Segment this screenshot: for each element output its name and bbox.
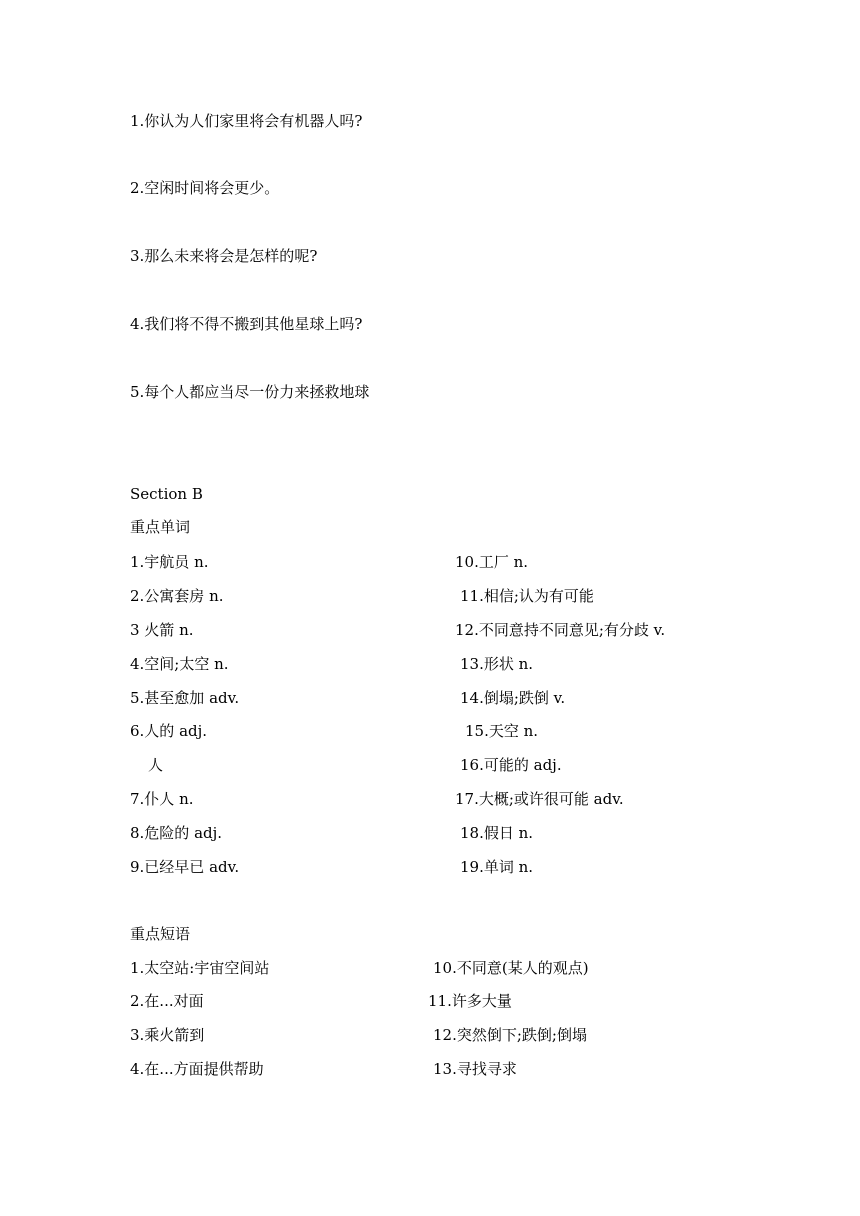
vocab-heading: 重点单词 <box>130 518 191 536</box>
vocab-right-item: 14.倒塌;跌倒 v. <box>460 689 566 707</box>
section-title: Section B <box>130 485 203 503</box>
vocab-left-item: 3 火箭 n. <box>130 621 194 639</box>
vocab-left-item: 5.甚至愈加 adv. <box>130 689 240 707</box>
vocab-right-item: 19.单词 n. <box>460 858 534 876</box>
vocab-right-item: 12.不同意持不同意见;有分歧 v. <box>455 621 666 639</box>
sentence-5: 5.每个人都应当尽一份力来拯救地球 <box>130 383 370 401</box>
phrase-left-item: 3.乘火箭到 <box>130 1026 205 1044</box>
sentence-2: 2.空闲时间将会更少。 <box>130 179 280 197</box>
phrase-right-item: 13.寻找寻求 <box>433 1060 517 1078</box>
vocab-left-item: 8.危险的 adj. <box>130 824 223 842</box>
vocab-right-item: 17.大概;或许很可能 adv. <box>455 790 624 808</box>
vocab-right-item: 18.假日 n. <box>460 824 534 842</box>
phrases-heading: 重点短语 <box>130 925 191 943</box>
phrase-left-item: 4.在...方面提供帮助 <box>130 1060 264 1078</box>
sentence-1: 1.你认为人们家里将会有机器人吗? <box>130 112 363 130</box>
vocab-right-item: 13.形状 n. <box>460 655 534 673</box>
phrase-right-item: 10.不同意(某人的观点) <box>433 959 589 977</box>
vocab-left-item: 9.已经早已 adv. <box>130 858 240 876</box>
vocab-left-item: 2.公寓套房 n. <box>130 587 224 605</box>
vocab-left-item: 4.空间;太空 n. <box>130 655 229 673</box>
sentence-3: 3.那么未来将会是怎样的呢? <box>130 247 318 265</box>
vocab-left-item: 7.仆人 n. <box>130 790 194 808</box>
vocab-left-item: 1.宇航员 n. <box>130 553 209 571</box>
vocab-right-item: 15.天空 n. <box>465 722 539 740</box>
phrase-right-item: 11.许多大量 <box>428 992 512 1010</box>
vocab-left-item: 人 <box>148 756 164 774</box>
vocab-left-item: 6.人的 adj. <box>130 722 208 740</box>
sentence-4: 4.我们将不得不搬到其他星球上吗? <box>130 315 363 333</box>
phrase-right-item: 12.突然倒下;跌倒;倒塌 <box>433 1026 587 1044</box>
vocab-right-item: 11.相信;认为有可能 <box>460 587 594 605</box>
phrase-left-item: 2.在...对面 <box>130 992 204 1010</box>
vocab-right-item: 16.可能的 adj. <box>460 756 562 774</box>
vocab-right-item: 10.工厂 n. <box>455 553 529 571</box>
phrase-left-item: 1.太空站:宇宙空间站 <box>130 959 270 977</box>
